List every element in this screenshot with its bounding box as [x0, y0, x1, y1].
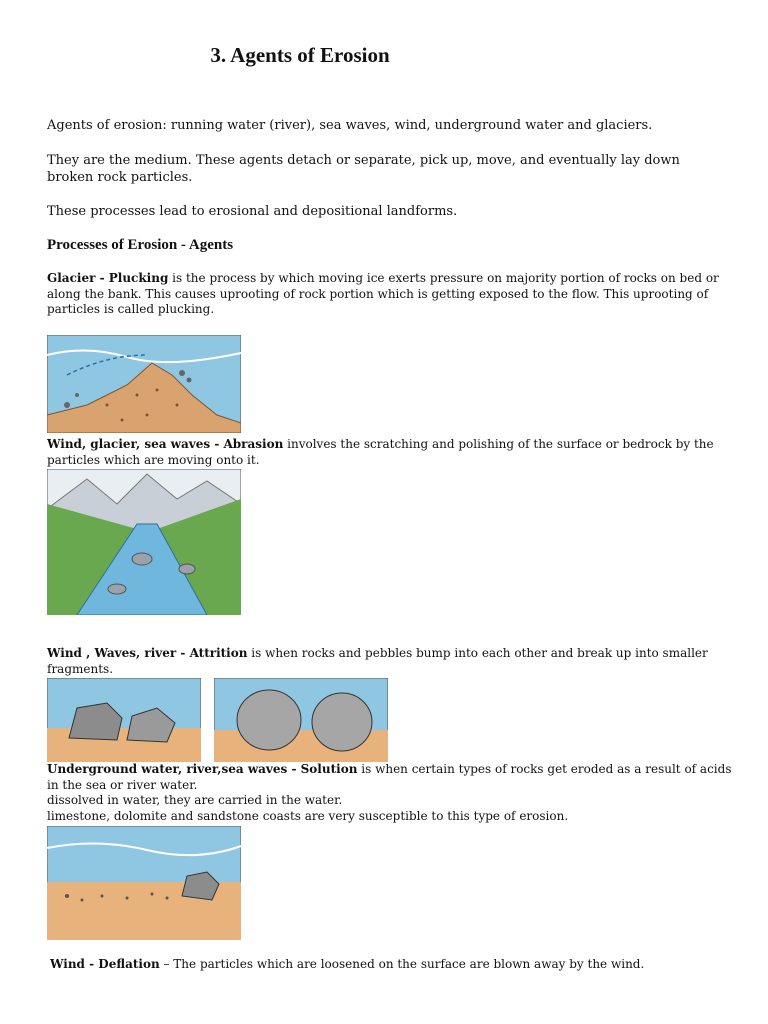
intro-paragraph-1: Agents of erosion: running water (river), sea waves, wind, underground water and glaciers. — [47, 118, 653, 133]
attrition-illustration-1 — [47, 678, 201, 762]
deflation-agents: Wind — [50, 957, 85, 971]
abrasion-text: involves the scratching and polishing of the surface or bedrock by the particles which are moving onto it. — [47, 437, 714, 467]
plucking-text: is the process by which moving ice exerts pressure on majority portion of rocks on bed or along the bank. This causes uprooting of rock portion which is getting exposed to the flow. This uprooting of particles is called plucking. — [47, 271, 719, 316]
abrasion-agents: Wind, glacier, sea waves — [47, 437, 211, 451]
page-title: 3. Agents of Erosion — [210, 43, 390, 67]
attrition-term: Attrition — [189, 646, 248, 660]
deflation-term: Deflation — [98, 957, 160, 971]
attrition-illustration-2 — [214, 678, 388, 762]
abrasion-term: Abrasion — [223, 437, 284, 451]
attrition-paragraph: Wind , Waves, river - Attrition is when rocks and pebbles bump into each other and break up into smaller fragments. — [47, 646, 708, 676]
attrition-text: is when rocks and pebbles bump into each other and break up into smaller fragments. — [47, 646, 708, 676]
plucking-paragraph: Glacier - Plucking is the process by which moving ice exerts pressure on majority portion of rocks on bed or along the bank. This causes uprooting of rock portion which is getting exposed to the flow. This uprooting of particles is called plucking. — [47, 271, 719, 316]
solution-term: Solution — [300, 762, 358, 776]
plucking-term: Plucking — [108, 271, 169, 285]
attrition-agents: Wind , Waves, river — [47, 646, 177, 660]
solution-line-3: limestone, dolomite and sandstone coasts are very susceptible to this type of erosion. — [47, 808, 569, 823]
processes-heading: Processes of Erosion - Agents — [47, 237, 234, 253]
solution-paragraph: Underground water, river,sea waves - Solution is when certain types of rocks get eroded as a result of acids in the sea or river water. dissolved in water, they are carried in the water. limestone, dolomite and sandstone coasts are very susceptible to this type of erosion. — [47, 762, 732, 823]
abrasion-illustration — [47, 469, 241, 615]
plucking-agents: Glacier — [47, 271, 96, 285]
deflation-paragraph: Wind - Deflation – The particles which are loosened on the surface are blown away by the wind. — [50, 957, 645, 971]
intro-paragraph-3: These processes lead to erosional and depositional landforms. — [47, 204, 458, 219]
deflation-text: – The particles which are loosened on the surface are blown away by the wind. — [159, 957, 645, 971]
intro-paragraph-2: They are the medium. These agents detach or separate, pick up, move, and eventually lay down broken rock particles. — [47, 153, 680, 185]
solution-illustration — [47, 826, 241, 940]
plucking-illustration — [47, 335, 241, 433]
solution-line-2: dissolved in water, they are carried in the water. — [47, 793, 343, 807]
solution-agents: Underground water, river,sea waves — [47, 762, 292, 776]
abrasion-paragraph: Wind, glacier, sea waves - Abrasion involves the scratching and polishing of the surface or bedrock by the particles which are moving onto it. — [47, 437, 714, 467]
solution-text: is when certain types of rocks get eroded as a result of acids in the sea or river water. — [47, 762, 732, 792]
